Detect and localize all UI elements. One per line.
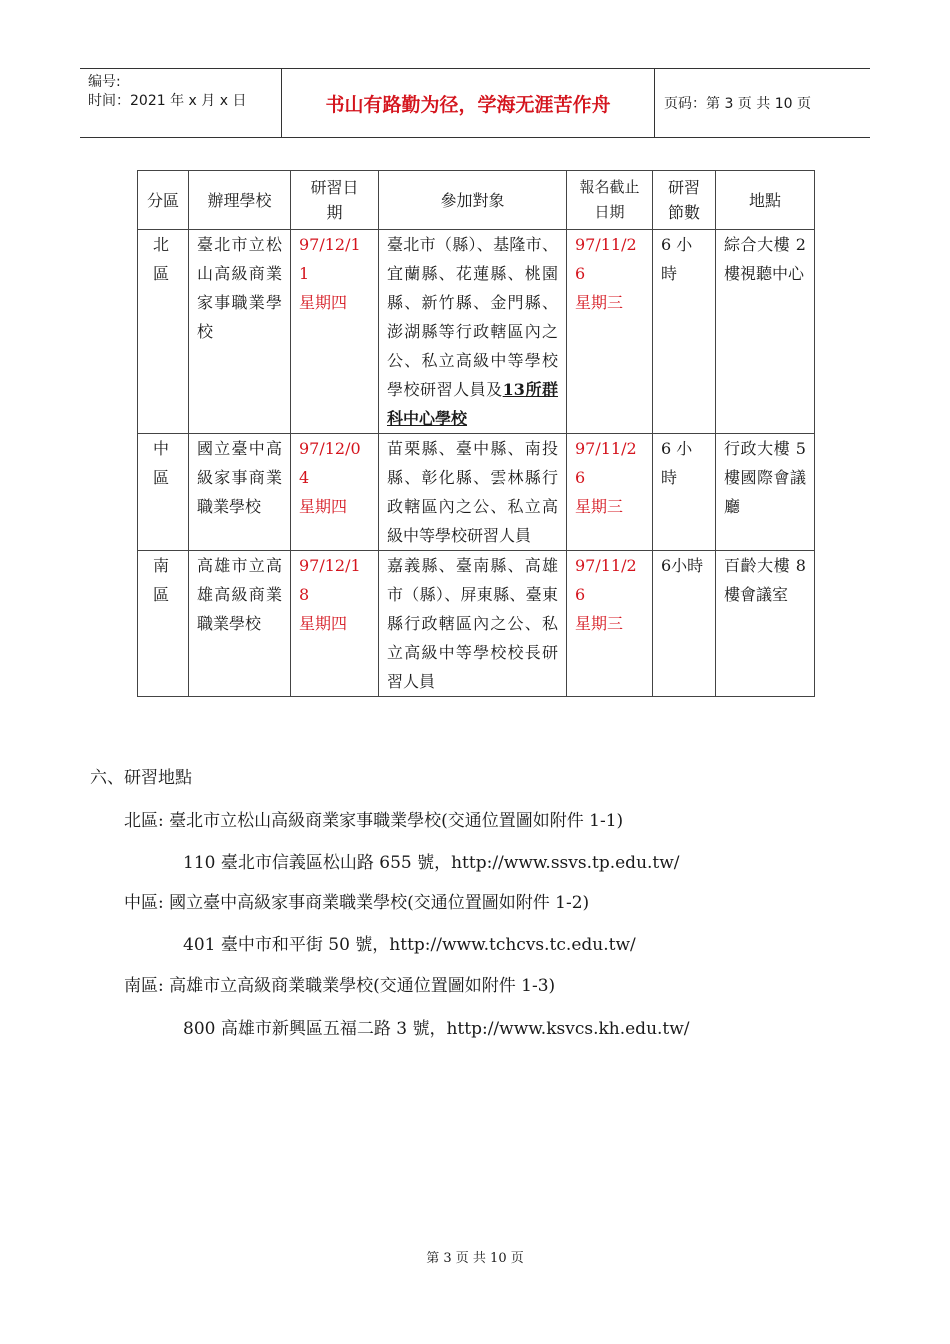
cell-deadline-value: 97/11/26 (575, 439, 637, 487)
header-hours: 研習節數 (653, 171, 716, 230)
section-title: 六、研習地點 (90, 768, 192, 788)
cell-target (379, 551, 567, 697)
cell-target-text: 苗栗縣、臺中縣、南投縣、彰化縣、雲林縣行政轄區內之公、私立高級中等學校研習人員 (387, 439, 558, 545)
entry-address: 110 臺北市信義區松山路 655 號，http://www.ssvs.tp.edu.tw/ (183, 853, 680, 873)
cell-date-value: 97/12/18 (299, 556, 361, 604)
cell-target-text: 嘉義縣、臺南縣、高雄市（縣）、屏東縣、臺東縣行政轄區內之公、私立高級中等學校校長研習人員 (387, 556, 558, 691)
header-location: 地點 (716, 171, 815, 230)
cell-date-value: 97/12/04 (299, 439, 361, 487)
entry-region-label: 北區: (124, 811, 164, 831)
cell-target-text: 臺北市（縣）、基隆市、宜蘭縣、花蓮縣、桃園縣、新竹縣、金門縣、澎湖縣等行政轄區內之公、私立高級中等學校學校研習人員及 (387, 235, 558, 399)
location-entry-north (124, 806, 623, 831)
header-region: 分區 (138, 171, 189, 230)
cell-region: 中區 (138, 434, 189, 551)
cell-date (291, 230, 379, 434)
cell-date (291, 551, 379, 697)
page-footer: 第 3 页 共 10 页 (426, 1251, 524, 1266)
cell-region: 南區 (138, 551, 189, 697)
cell-deadline (567, 434, 653, 551)
cell-hours: 6小時 (653, 551, 716, 697)
header-meta (88, 73, 280, 111)
cell-hours: 6 小時 (653, 434, 716, 551)
header-date: 研習日期 (291, 171, 379, 230)
cell-date-weekday: 星期四 (299, 497, 348, 516)
entry-region-label: 南區: (124, 976, 164, 996)
cell-location: 綜合大樓 2 樓視聽中心 (716, 230, 815, 434)
cell-school: 高雄市立高雄高級商業職業學校 (189, 551, 291, 697)
entry-address: 800 高雄市新興區五福二路 3 號，http://www.ksvcs.kh.edu.tw/ (183, 1019, 690, 1039)
cell-target-bold: 13所群科中心學校 (387, 380, 558, 428)
cell-date-value: 97/12/11 (299, 235, 361, 283)
location-entry-central (124, 888, 589, 913)
cell-date-weekday: 星期四 (299, 293, 348, 312)
table-row (138, 551, 815, 697)
cell-school: 國立臺中高級家事商業職業學校 (189, 434, 291, 551)
table-header-row (138, 171, 815, 230)
cell-region: 北區 (138, 230, 189, 434)
cell-date (291, 434, 379, 551)
cell-deadline-weekday: 星期三 (575, 614, 624, 633)
cell-deadline-value: 97/11/26 (575, 556, 637, 604)
cell-target (379, 230, 567, 434)
cell-location: 百齡大樓 8 樓會議室 (716, 551, 815, 697)
header-school: 辦理學校 (189, 171, 291, 230)
document-time-label: 时间：2021 年 x 月 x 日 (88, 93, 247, 109)
cell-target (379, 434, 567, 551)
cell-deadline (567, 230, 653, 434)
entry-address: 401 臺中市和平街 50 號，http://www.tchcvs.tc.edu.tw/ (183, 935, 636, 955)
table-row (138, 434, 815, 551)
page-header (80, 68, 870, 138)
header-page-info: 页码：第 3 页 共 10 页 (664, 96, 811, 112)
entry-school: 臺北市立松山高級商業家事職業學校(交通位置圖如附件 1-1) (169, 811, 624, 831)
table-row (138, 230, 815, 434)
header-motto: 书山有路勤为径，学海无涯苦作舟 (281, 69, 655, 137)
header-target: 參加對象 (379, 171, 567, 230)
cell-date-weekday: 星期四 (299, 614, 348, 633)
cell-location: 行政大樓 5 樓國際會議廳 (716, 434, 815, 551)
entry-school: 國立臺中高級家事商業職業學校(交通位置圖如附件 1-2) (169, 893, 590, 913)
entry-region-label: 中區: (124, 893, 164, 913)
schedule-table (137, 170, 815, 697)
cell-hours: 6 小時 (653, 230, 716, 434)
location-entry-south (124, 971, 555, 996)
cell-deadline (567, 551, 653, 697)
entry-school: 高雄市立高級商業職業學校(交通位置圖如附件 1-3) (169, 976, 556, 996)
cell-deadline-weekday: 星期三 (575, 293, 624, 312)
cell-deadline-weekday: 星期三 (575, 497, 624, 516)
cell-deadline-value: 97/11/26 (575, 235, 637, 283)
document-number-label: 编号: (88, 74, 121, 90)
header-deadline: 報名截止日期 (567, 171, 653, 230)
cell-school: 臺北市立松山高級商業家事職業學校 (189, 230, 291, 434)
